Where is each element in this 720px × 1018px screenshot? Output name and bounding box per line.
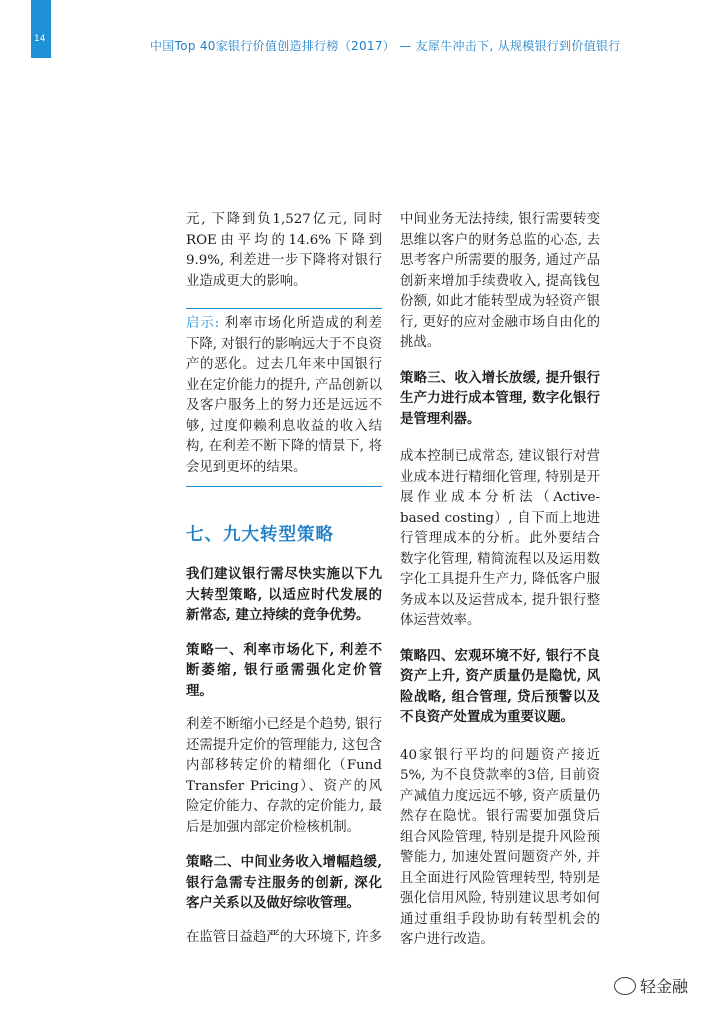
insight-box <box>186 308 382 487</box>
intro-paragraph: 元, 下降到负1,527亿元, 同时ROE由平均的14.6%下降到9.9%, 利差进一步下降将对银行业造成更大的影响。 <box>186 212 382 289</box>
right-column <box>400 210 600 951</box>
strategy1-heading: 策略一、利率市场化下, 利差不断萎缩, 银行亟需强化定价管理。 <box>186 641 382 699</box>
insight-paragraph <box>186 314 382 478</box>
page-number: 14 <box>34 34 46 44</box>
running-header: 中国Top 40家银行价值创造排行榜（2017） — 友犀牛冲击下, 从规模银行到价值银行 <box>150 39 621 53</box>
page-tab <box>31 0 51 58</box>
section-intro: 我们建议银行需尽快实施以下九大转型策略, 以适应时代发展的新常态, 建立持续的竞争优势。 <box>186 566 382 623</box>
strategy1-body: 利差不断缩小已经是个趋势, 银行还需提升定价的管理能力, 这包含内部移转定价的精细化（Fund Transfer Pricing）、资产的风险定价能力、存款的定价能力, 最后是加强内部定价检核机制。 <box>186 717 382 835</box>
strategy2-body-start: 在监管日益趋严的大环境下, 许多 <box>186 929 382 945</box>
strategy3-body: 成本控制已成常态, 建议银行对营业成本进行精细化管理, 特别是开展作业成本分析法（Active-based costing）, 自下而上地进行管理成本的分析。此外要结合数字化管理, 精简流程以及运用数字化工具提升生产力, 降低客户服务成本以及运营成本, 提升银行整体运营效率。 <box>400 449 600 628</box>
strategy4-heading: 策略四、宏观环境不好, 银行不良资产上升, 资产质量仍是隐忧, 风险战略, 组合管理, 贷后预警以及不良资产处置成为重要议题。 <box>400 647 600 725</box>
watermark <box>614 974 688 997</box>
watermark-text: 轻金融 <box>640 977 689 996</box>
strategy2-body-cont: 中间业务无法持续, 银行需要转变思维以客户的财务总监的心态, 去思考客户所需要的服务, 通过产品创新来增加手续费收入, 提高钱包份额, 如此才能转型成为轻资产银行, 更好的应对金融市场自由化的挑战。 <box>400 212 600 350</box>
insight-text: 利率市场化所造成的利差下降, 对银行的影响远大于不良资产的恶化。过去几年来中国银行业在定价能力的提升, 产品创新以及客户服务上的努力还是远远不够, 过度仰赖利息收益的收入结构, 在利差不断下降的情景下, 将会见到更坏的结果。 <box>186 316 382 475</box>
strategy2-heading: 策略二、中间业务收入增幅趋缓, 银行急需专注服务的创新, 深化客户关系以及做好综收管理。 <box>186 854 382 911</box>
strategy4-body: 40家银行平均的问题资产接近5%, 为不良贷款率的3倍, 目前资产减值力度远远不够, 资产质量仍然存在隐忧。银行需要加强贷后组合风险管理, 特别是提升风险预警能力, 加速处置问题资产外, 并且全面进行风险管理转型, 特别是强化信用风险, 特别建议思考如何通过重组手段协助有转型机会的客户进行改造。 <box>400 747 600 947</box>
section-title: 七、九大转型策略 <box>186 525 334 545</box>
wechat-icon <box>614 977 636 995</box>
strategy3-heading: 策略三、收入增长放缓, 提升银行生产力进行成本管理, 数字化银行是管理利器。 <box>400 369 600 427</box>
insight-label: 启示: <box>186 316 220 331</box>
left-column <box>186 210 382 948</box>
